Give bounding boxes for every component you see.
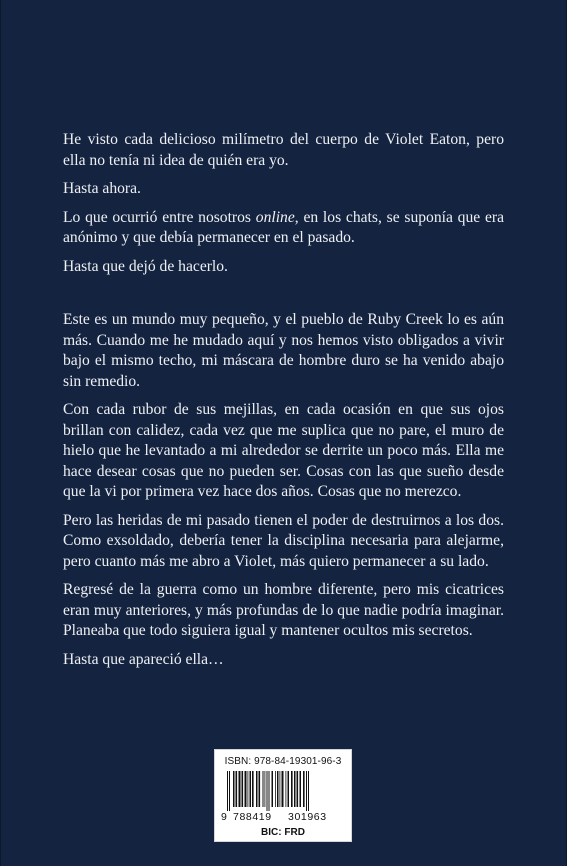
barcode-digits-left: 788419 — [233, 811, 272, 823]
blurb-paragraph-4: Hasta que dejó de hacerlo. — [63, 257, 228, 275]
blurb-paragraph-5: Este es un mundo muy pequeño, y el pueblo de Ruby Creek lo es aún más. Cuando me he mudado aquí y nos hemos visto obligados a vivir bajo el mismo techo, mi máscara de hombre duro se ha venido abajo sin remedio. — [63, 311, 504, 390]
barcode-digits-right: 301963 — [288, 811, 327, 823]
barcode-bar — [282, 771, 284, 807]
barcode-bar — [227, 771, 228, 811]
barcode-bar — [229, 771, 230, 811]
barcode-bar — [277, 771, 279, 807]
barcode-panel — [214, 749, 352, 842]
barcode-bar — [256, 771, 258, 807]
barcode-bar — [297, 771, 299, 807]
barcode-bar — [265, 771, 266, 807]
blurb-paragraph-8: Regresé de la guerra como un hombre diferente, pero mis cicatrices eran muy anteriores, y más profundas de lo que nadie podría imaginar. Planeaba que todo siguiera igual y mantener ocultos mis secretos. — [63, 581, 504, 639]
blurb-paragraph-9: Hasta que apareció ella… — [63, 650, 224, 668]
barcode-bar — [291, 771, 293, 807]
barcode-bar — [300, 771, 302, 807]
blurb-paragraph-6: Con cada rubor de sus mejillas, en cada ocasión en que sus ojos brillan con calidez, cada vez que me suplica que no pare, el muro de hielo que he levantado a mi alrededor se derrite un poco más. Ella me hace desear cosas que no pueden ser. Cosas con las que sueño desde que la vi por primera vez hace dos años. Cosas que no merezco. — [63, 401, 504, 500]
barcode-bar — [286, 771, 287, 807]
barcode-bar — [248, 771, 249, 807]
blurb-text — [63, 130, 504, 678]
blurb-paragraph-2: Hasta ahora. — [63, 180, 141, 197]
barcode-bar — [233, 771, 235, 807]
barcode-bar — [272, 771, 274, 807]
barcode-bar — [259, 771, 261, 807]
blurb-paragraph-7: Pero las heridas de mi pasado tienen el poder de destruirnos a los dos. Como exsoldado, debería tener la disciplina necesaria para alejarme, pero cuanto más me abro a Violet, más quiero permanecer a su lado. — [63, 511, 504, 570]
barcode-bar — [267, 771, 268, 811]
bic-label: BIC: FRD — [261, 827, 305, 838]
barcode-bar — [280, 771, 281, 807]
blurb-paragraph-1: He visto cada delicioso milímetro del cuerpo de Violet Eaton, pero ella no tenía ni idea de quién era yo. — [63, 131, 504, 169]
blurb-paragraph-3-start: Lo que ocurrió entre nosotros — [63, 208, 256, 226]
barcode-bar — [308, 771, 309, 811]
barcode-bar — [252, 771, 254, 807]
barcode-bar — [242, 771, 244, 807]
barcode-digit-first: 9 — [221, 811, 227, 823]
barcode-bar — [269, 771, 270, 811]
barcode-digits — [215, 811, 351, 825]
barcode-bar — [288, 771, 290, 807]
barcode-bar — [263, 771, 264, 807]
blurb-paragraph-3-end: , en los chats, se suponía que era anónimo y que debía permanecer en el pasado. — [63, 208, 505, 246]
barcode-bar — [303, 771, 305, 807]
barcode-bar — [275, 771, 276, 807]
barcode-bar — [239, 771, 241, 807]
isbn-label: ISBN: 978-84-19301-96-3 — [224, 756, 342, 767]
barcode-bar — [245, 771, 247, 807]
barcode-bars — [224, 771, 344, 811]
blurb-paragraph-3 — [63, 208, 504, 249]
barcode-bar — [294, 771, 296, 807]
blurb-italic-online: online — [255, 208, 295, 226]
barcode-bar — [306, 771, 307, 811]
barcode-bar — [250, 771, 252, 807]
barcode-bar — [236, 771, 238, 807]
